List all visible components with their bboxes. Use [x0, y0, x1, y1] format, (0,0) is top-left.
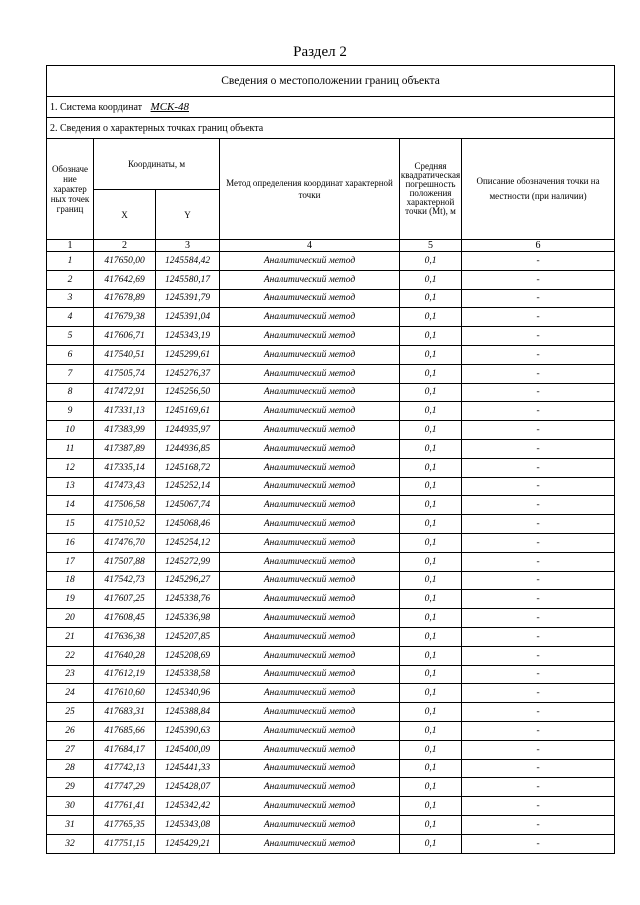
accuracy-cell: 0,1 [400, 740, 462, 759]
table-row [47, 252, 615, 271]
table-row [47, 439, 615, 458]
accuracy-cell: 0,1 [400, 721, 462, 740]
point-number-cell: 13 [47, 477, 94, 496]
table-row [47, 270, 615, 289]
x-coordinate-cell: 417610,60 [94, 684, 156, 703]
x-coordinate-cell: 417684,17 [94, 740, 156, 759]
method-cell: Аналитический метод [220, 308, 400, 327]
method-cell: Аналитический метод [220, 834, 400, 853]
method-cell: Аналитический метод [220, 703, 400, 722]
point-number-cell: 16 [47, 533, 94, 552]
accuracy-cell: 0,1 [400, 815, 462, 834]
description-cell: - [462, 571, 615, 590]
description-cell: - [462, 721, 615, 740]
method-cell: Аналитический метод [220, 721, 400, 740]
method-cell: Аналитический метод [220, 627, 400, 646]
coord-system-label: 1. Система координат [50, 102, 143, 113]
description-cell: - [462, 797, 615, 816]
table-row [47, 684, 615, 703]
table-row [47, 552, 615, 571]
accuracy-cell: 0,1 [400, 421, 462, 440]
y-coordinate-cell: 1244935,97 [156, 421, 220, 440]
method-cell: Аналитический метод [220, 590, 400, 609]
point-number-cell: 31 [47, 815, 94, 834]
accuracy-cell: 0,1 [400, 402, 462, 421]
description-cell: - [462, 740, 615, 759]
x-coordinate-cell: 417505,74 [94, 364, 156, 383]
point-number-cell: 18 [47, 571, 94, 590]
y-coordinate-cell: 1245254,12 [156, 533, 220, 552]
accuracy-cell: 0,1 [400, 797, 462, 816]
y-coordinate-cell: 1245390,63 [156, 721, 220, 740]
description-cell: - [462, 778, 615, 797]
method-cell: Аналитический метод [220, 383, 400, 402]
x-coordinate-cell: 417679,38 [94, 308, 156, 327]
accuracy-cell: 0,1 [400, 684, 462, 703]
y-coordinate-cell: 1245580,17 [156, 270, 220, 289]
method-cell: Аналитический метод [220, 252, 400, 271]
description-cell: - [462, 665, 615, 684]
description-cell: - [462, 684, 615, 703]
y-coordinate-cell: 1245441,33 [156, 759, 220, 778]
y-coordinate-cell: 1245208,69 [156, 646, 220, 665]
coord-system-value: МСК-48 [150, 101, 189, 113]
point-number-cell: 15 [47, 515, 94, 534]
column-number: 2 [94, 240, 156, 252]
x-coordinate-cell: 417761,41 [94, 797, 156, 816]
y-coordinate-cell: 1245299,61 [156, 345, 220, 364]
method-cell: Аналитический метод [220, 477, 400, 496]
table-row [47, 759, 615, 778]
method-cell: Аналитический метод [220, 270, 400, 289]
y-coordinate-cell: 1245256,50 [156, 383, 220, 402]
y-coordinate-cell: 1245272,99 [156, 552, 220, 571]
x-coordinate-cell: 417640,28 [94, 646, 156, 665]
point-number-cell: 11 [47, 439, 94, 458]
x-coordinate-cell: 417540,51 [94, 345, 156, 364]
table-row [47, 609, 615, 628]
point-number-cell: 5 [47, 327, 94, 346]
table-row [47, 590, 615, 609]
point-number-cell: 7 [47, 364, 94, 383]
table-row [47, 364, 615, 383]
header-description: Описание обозначения точки на местности (при наличии) [462, 139, 615, 240]
method-cell: Аналитический метод [220, 496, 400, 515]
accuracy-cell: 0,1 [400, 571, 462, 590]
method-cell: Аналитический метод [220, 552, 400, 571]
description-cell: - [462, 252, 615, 271]
point-number-cell: 14 [47, 496, 94, 515]
accuracy-cell: 0,1 [400, 646, 462, 665]
description-cell: - [462, 815, 615, 834]
method-cell: Аналитический метод [220, 402, 400, 421]
section2-label: 2. Сведения о характерных точках границ объекта [47, 118, 615, 139]
x-coordinate-cell: 417612,19 [94, 665, 156, 684]
accuracy-cell: 0,1 [400, 552, 462, 571]
y-coordinate-cell: 1245296,27 [156, 571, 220, 590]
point-number-cell: 26 [47, 721, 94, 740]
description-cell: - [462, 402, 615, 421]
description-cell: - [462, 515, 615, 534]
description-cell: - [462, 345, 615, 364]
table-row [47, 703, 615, 722]
boundary-points-table [46, 65, 615, 854]
description-cell: - [462, 327, 615, 346]
accuracy-cell: 0,1 [400, 759, 462, 778]
description-cell: - [462, 703, 615, 722]
table-row [47, 308, 615, 327]
method-cell: Аналитический метод [220, 571, 400, 590]
table-row [47, 721, 615, 740]
table-row [47, 533, 615, 552]
description-cell: - [462, 270, 615, 289]
description-cell: - [462, 289, 615, 308]
y-coordinate-cell: 1245338,58 [156, 665, 220, 684]
header-x: X [94, 190, 156, 240]
table-title-row [47, 66, 615, 97]
table-row [47, 815, 615, 834]
point-number-cell: 3 [47, 289, 94, 308]
accuracy-cell: 0,1 [400, 590, 462, 609]
accuracy-cell: 0,1 [400, 270, 462, 289]
accuracy-cell: 0,1 [400, 515, 462, 534]
y-coordinate-cell: 1245391,04 [156, 308, 220, 327]
header-point: Обозначе ние характер ных точек границ [47, 139, 94, 240]
accuracy-cell: 0,1 [400, 533, 462, 552]
method-cell: Аналитический метод [220, 364, 400, 383]
table-row [47, 778, 615, 797]
y-coordinate-cell: 1245343,08 [156, 815, 220, 834]
x-coordinate-cell: 417473,43 [94, 477, 156, 496]
point-number-cell: 32 [47, 834, 94, 853]
y-coordinate-cell: 1245169,61 [156, 402, 220, 421]
header-method: Метод определения координат характерной точки [220, 139, 400, 240]
y-coordinate-cell: 1245276,37 [156, 364, 220, 383]
table-row [47, 515, 615, 534]
description-cell: - [462, 477, 615, 496]
table-row [47, 646, 615, 665]
method-cell: Аналитический метод [220, 759, 400, 778]
x-coordinate-cell: 417636,38 [94, 627, 156, 646]
point-number-cell: 19 [47, 590, 94, 609]
point-number-cell: 6 [47, 345, 94, 364]
method-cell: Аналитический метод [220, 646, 400, 665]
method-cell: Аналитический метод [220, 533, 400, 552]
table-row [47, 402, 615, 421]
description-cell: - [462, 458, 615, 477]
method-cell: Аналитический метод [220, 609, 400, 628]
accuracy-cell: 0,1 [400, 364, 462, 383]
description-cell: - [462, 383, 615, 402]
point-number-cell: 1 [47, 252, 94, 271]
header-coordinates: Координаты, м [94, 139, 220, 190]
table-row [47, 740, 615, 759]
point-number-cell: 2 [47, 270, 94, 289]
table-row [47, 383, 615, 402]
column-numbers-row [47, 240, 615, 252]
point-number-cell: 9 [47, 402, 94, 421]
column-number: 3 [156, 240, 220, 252]
x-coordinate-cell: 417387,89 [94, 439, 156, 458]
description-cell: - [462, 308, 615, 327]
method-cell: Аналитический метод [220, 740, 400, 759]
description-cell: - [462, 646, 615, 665]
description-cell: - [462, 609, 615, 628]
y-coordinate-cell: 1244936,85 [156, 439, 220, 458]
x-coordinate-cell: 417510,52 [94, 515, 156, 534]
description-cell: - [462, 364, 615, 383]
point-number-cell: 20 [47, 609, 94, 628]
point-number-cell: 23 [47, 665, 94, 684]
x-coordinate-cell: 417542,73 [94, 571, 156, 590]
accuracy-cell: 0,1 [400, 327, 462, 346]
column-number: 4 [220, 240, 400, 252]
description-cell: - [462, 496, 615, 515]
y-coordinate-cell: 1245338,76 [156, 590, 220, 609]
table-row [47, 345, 615, 364]
point-number-cell: 8 [47, 383, 94, 402]
x-coordinate-cell: 417765,35 [94, 815, 156, 834]
x-coordinate-cell: 417472,91 [94, 383, 156, 402]
accuracy-cell: 0,1 [400, 496, 462, 515]
method-cell: Аналитический метод [220, 515, 400, 534]
x-coordinate-cell: 417642,69 [94, 270, 156, 289]
table-row [47, 327, 615, 346]
x-coordinate-cell: 417507,88 [94, 552, 156, 571]
method-cell: Аналитический метод [220, 665, 400, 684]
column-number: 1 [47, 240, 94, 252]
x-coordinate-cell: 417506,58 [94, 496, 156, 515]
y-coordinate-cell: 1245340,96 [156, 684, 220, 703]
table-title: Сведения о местоположении границ объекта [47, 66, 615, 97]
table-row [47, 496, 615, 515]
method-cell: Аналитический метод [220, 684, 400, 703]
method-cell: Аналитический метод [220, 439, 400, 458]
table-row [47, 834, 615, 853]
table-row [47, 458, 615, 477]
accuracy-cell: 0,1 [400, 383, 462, 402]
point-number-cell: 12 [47, 458, 94, 477]
table-row [47, 797, 615, 816]
point-number-cell: 21 [47, 627, 94, 646]
description-cell: - [462, 759, 615, 778]
table-row [47, 421, 615, 440]
point-number-cell: 22 [47, 646, 94, 665]
header-row [47, 139, 615, 190]
y-coordinate-cell: 1245168,72 [156, 458, 220, 477]
description-cell: - [462, 533, 615, 552]
y-coordinate-cell: 1245428,07 [156, 778, 220, 797]
y-coordinate-cell: 1245336,98 [156, 609, 220, 628]
description-cell: - [462, 590, 615, 609]
x-coordinate-cell: 417747,29 [94, 778, 156, 797]
point-number-cell: 24 [47, 684, 94, 703]
method-cell: Аналитический метод [220, 797, 400, 816]
method-cell: Аналитический метод [220, 458, 400, 477]
accuracy-cell: 0,1 [400, 627, 462, 646]
description-cell: - [462, 552, 615, 571]
accuracy-cell: 0,1 [400, 458, 462, 477]
accuracy-cell: 0,1 [400, 477, 462, 496]
header-accuracy: Средняя квадратическая погрешность положения характерной точки (Mt), м [400, 139, 462, 240]
y-coordinate-cell: 1245343,19 [156, 327, 220, 346]
y-coordinate-cell: 1245429,21 [156, 834, 220, 853]
y-coordinate-cell: 1245391,79 [156, 289, 220, 308]
accuracy-cell: 0,1 [400, 252, 462, 271]
column-number: 5 [400, 240, 462, 252]
description-cell: - [462, 834, 615, 853]
point-number-cell: 17 [47, 552, 94, 571]
y-coordinate-cell: 1245388,84 [156, 703, 220, 722]
x-coordinate-cell: 417742,13 [94, 759, 156, 778]
description-cell: - [462, 627, 615, 646]
accuracy-cell: 0,1 [400, 609, 462, 628]
x-coordinate-cell: 417683,31 [94, 703, 156, 722]
x-coordinate-cell: 417335,14 [94, 458, 156, 477]
coord-system-row [47, 97, 615, 118]
point-number-cell: 27 [47, 740, 94, 759]
y-coordinate-cell: 1245067,74 [156, 496, 220, 515]
method-cell: Аналитический метод [220, 345, 400, 364]
accuracy-cell: 0,1 [400, 665, 462, 684]
table-row [47, 477, 615, 496]
accuracy-cell: 0,1 [400, 703, 462, 722]
method-cell: Аналитический метод [220, 778, 400, 797]
section2-row [47, 118, 615, 139]
column-number: 6 [462, 240, 615, 252]
x-coordinate-cell: 417685,66 [94, 721, 156, 740]
point-number-cell: 25 [47, 703, 94, 722]
accuracy-cell: 0,1 [400, 439, 462, 458]
description-cell: - [462, 421, 615, 440]
accuracy-cell: 0,1 [400, 308, 462, 327]
header-y: Y [156, 190, 220, 240]
x-coordinate-cell: 417607,25 [94, 590, 156, 609]
y-coordinate-cell: 1245252,14 [156, 477, 220, 496]
description-cell: - [462, 439, 615, 458]
table-row [47, 627, 615, 646]
point-number-cell: 30 [47, 797, 94, 816]
y-coordinate-cell: 1245584,42 [156, 252, 220, 271]
method-cell: Аналитический метод [220, 289, 400, 308]
point-number-cell: 10 [47, 421, 94, 440]
y-coordinate-cell: 1245400,09 [156, 740, 220, 759]
x-coordinate-cell: 417383,99 [94, 421, 156, 440]
x-coordinate-cell: 417678,89 [94, 289, 156, 308]
x-coordinate-cell: 417606,71 [94, 327, 156, 346]
table-row [47, 571, 615, 590]
point-number-cell: 29 [47, 778, 94, 797]
y-coordinate-cell: 1245207,85 [156, 627, 220, 646]
x-coordinate-cell: 417331,13 [94, 402, 156, 421]
method-cell: Аналитический метод [220, 327, 400, 346]
accuracy-cell: 0,1 [400, 289, 462, 308]
x-coordinate-cell: 417476,70 [94, 533, 156, 552]
x-coordinate-cell: 417608,45 [94, 609, 156, 628]
table-row [47, 289, 615, 308]
accuracy-cell: 0,1 [400, 345, 462, 364]
y-coordinate-cell: 1245342,42 [156, 797, 220, 816]
section-title: Раздел 2 [293, 44, 347, 60]
y-coordinate-cell: 1245068,46 [156, 515, 220, 534]
accuracy-cell: 0,1 [400, 834, 462, 853]
accuracy-cell: 0,1 [400, 778, 462, 797]
x-coordinate-cell: 417751,15 [94, 834, 156, 853]
point-number-cell: 4 [47, 308, 94, 327]
method-cell: Аналитический метод [220, 421, 400, 440]
x-coordinate-cell: 417650,00 [94, 252, 156, 271]
point-number-cell: 28 [47, 759, 94, 778]
table-row [47, 665, 615, 684]
method-cell: Аналитический метод [220, 815, 400, 834]
